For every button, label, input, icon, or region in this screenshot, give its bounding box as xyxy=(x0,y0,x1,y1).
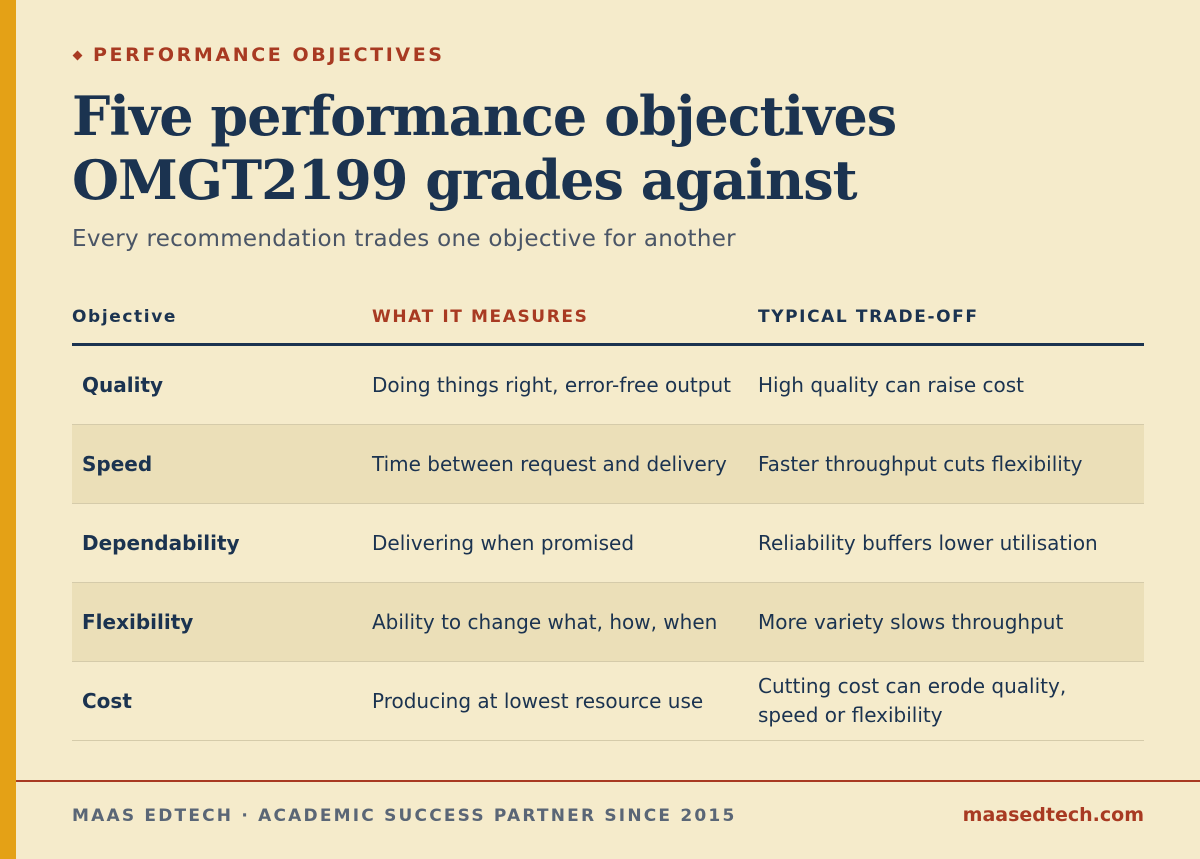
objective-name: Flexibility xyxy=(82,610,194,634)
objective-measures: Ability to change what, how, when xyxy=(372,609,718,634)
objective-tradeoff: Faster throughput cuts flexibility xyxy=(758,451,1083,476)
table-row xyxy=(72,583,1144,662)
footer-tagline: MAAS EDTECH · ACADEMIC SUCCESS PARTNER SINCE 2015 xyxy=(72,806,737,826)
footer-divider xyxy=(16,780,1200,782)
objective-name: Quality xyxy=(82,373,164,397)
table-header xyxy=(72,290,1144,346)
objective-name: Cost xyxy=(82,689,132,713)
table-row xyxy=(72,662,1144,741)
diamond-icon xyxy=(73,50,83,60)
eyebrow-label: PERFORMANCE OBJECTIVES xyxy=(93,44,445,66)
header-what-it-measures: WHAT IT MEASURES xyxy=(372,306,589,327)
objectives-table xyxy=(72,290,1144,741)
header-typical-trade-off: TYPICAL TRADE-OFF xyxy=(758,306,979,327)
table-row xyxy=(72,425,1144,504)
footer-website-link[interactable]: maasedtech.com xyxy=(962,804,1144,826)
objective-name: Dependability xyxy=(82,531,240,555)
objective-tradeoff: High quality can raise cost xyxy=(758,372,1024,397)
page-title: Five performance objectives OMGT2199 grades against xyxy=(72,84,897,212)
eyebrow xyxy=(72,44,445,66)
table-row xyxy=(72,346,1144,425)
objective-name: Speed xyxy=(82,452,153,476)
objective-measures: Time between request and delivery xyxy=(372,451,727,476)
objective-measures: Producing at lowest resource use xyxy=(372,688,704,713)
objective-measures: Delivering when promised xyxy=(372,530,635,555)
left-accent-bar xyxy=(0,0,16,859)
objective-measures: Doing things right, error-free output xyxy=(372,372,731,397)
table-row xyxy=(72,504,1144,583)
page-subtitle: Every recommendation trades one objective for another xyxy=(72,226,736,252)
objective-tradeoff: More variety slows throughput xyxy=(758,609,1064,634)
objective-tradeoff: Cutting cost can erode quality, speed or flexibility xyxy=(758,674,1067,727)
header-objective: Objective xyxy=(72,306,178,327)
objective-tradeoff: Reliability buffers lower utilisation xyxy=(758,530,1098,555)
